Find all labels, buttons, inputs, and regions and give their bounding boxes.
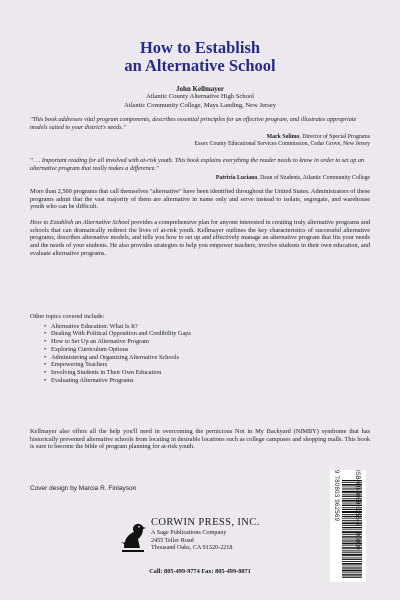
author-block (0, 85, 400, 110)
topic-item: • Exploring Curriculum Options (44, 346, 370, 354)
topic-item: • Administering and Organizing Alternative Schools (44, 354, 370, 362)
topics-section (30, 313, 370, 384)
endorser-name-2: Patricia Luciano (215, 175, 258, 181)
author-affiliation-2: Atlantic Community College, Mays Landing, New Jersey (124, 101, 276, 109)
author-name: John Kellmayer (175, 85, 225, 93)
isbn-number: ISBN 0-8039-6256-4 (354, 470, 360, 526)
endorser-role-1: , Director of Special Programs (299, 134, 370, 140)
inline-book-title: How to Establish an Alternative School (30, 219, 130, 226)
endorsement-attribution-1 (195, 134, 370, 148)
price-code: 90000 (354, 532, 360, 550)
description-paragraph-2-text: provides a comprehensive plan for anyone interested in creating truly alternative programs and schools that can dramatically redirect the lives of at-risk youth. Kellmayer outlines the key characteristics of successful alternative programs, describes alternative models, and tells you how to set up and effectively manage an alternative program that fits your needs and the needs of your students. He also provides strategies to help you empower teachers, involve students in their own education, and evaluate alternative programs. (30, 219, 370, 257)
endorsement-quote-1: "This book addresses vital program components, describes essential principles for an effective program, and illustrates appropriate models suited to your district's needs." (30, 116, 357, 131)
endorser-org-1: Essex County Educational Services Commission, Cedar Grove, New Jersey (194, 141, 370, 147)
topic-item: • Dealing With Political Opposition and Credibility Gaps (44, 330, 370, 338)
endorser-role-2: , Dean of Students, Atlantic Community College (257, 175, 370, 181)
publisher-name: CORWIN PRESS, INC. (151, 517, 260, 528)
endorser-name-1: Mark Solimo (266, 134, 300, 140)
topic-item: • Alternative Education: What Is It? (44, 323, 370, 331)
topics-intro: Other topics covered include: (30, 313, 105, 320)
isbn-label (354, 470, 360, 549)
publisher-block (151, 517, 260, 552)
publisher-city: Thousand Oaks, CA 91320-2218 (151, 544, 233, 552)
topic-item: • Involving Students in Their Own Education (44, 369, 370, 377)
barcode-number: 9 780803 962569 (333, 470, 339, 522)
endorsement-quote-2: ". . . Important reading for all involved with at-risk youth. This book explains everything the reader needs to know in order to set up an alternative program that really makes a difference." (30, 157, 365, 172)
endorsement-attribution-2 (216, 175, 370, 182)
topic-item: • Empowering Teachers (44, 361, 370, 369)
description-paragraph-1: More than 2,500 programs that call themselves "alternative" have been identified throughout the United States. Administrators of these programs admit that the vast majority of them are alternative in name only and serve instead to isolate, segregate, and warehouse youth who can be difficult. (30, 188, 371, 211)
book-title-line2: an Alternative School (124, 56, 276, 75)
cover-credit: Cover design by Marcia R. Finlayson (30, 485, 137, 492)
barcode-digits (333, 470, 339, 521)
author-affiliation-1: Atlantic County Alternative High School (145, 93, 255, 101)
publisher-street: 2455 Teller Road (151, 536, 194, 544)
topic-item: • How to Set Up an Alternative Program (44, 338, 370, 346)
publisher-subtitle: A Sage Publications Company (151, 529, 227, 536)
description-paragraph-2 (30, 219, 370, 258)
description-paragraph-3: Kellmayer also offers all the help you'll need in overcoming the pernicious Not in My Backyard (NIMBY) syndrome that has historically prevented alternative schools from locating in desirable locations such as college campuses and shopping malls. This book is sure to become the bible of program planning for at-risk youth. (30, 428, 370, 451)
corwin-raven-logo-icon (118, 520, 148, 554)
topic-item: • Evaluating Alternative Programs (44, 377, 370, 385)
book-title-line1: How to Establish (139, 38, 261, 57)
topics-list (30, 323, 370, 385)
publisher-contact: Call: 805-499-9774 Fax: 805-499-0871 (149, 568, 251, 575)
